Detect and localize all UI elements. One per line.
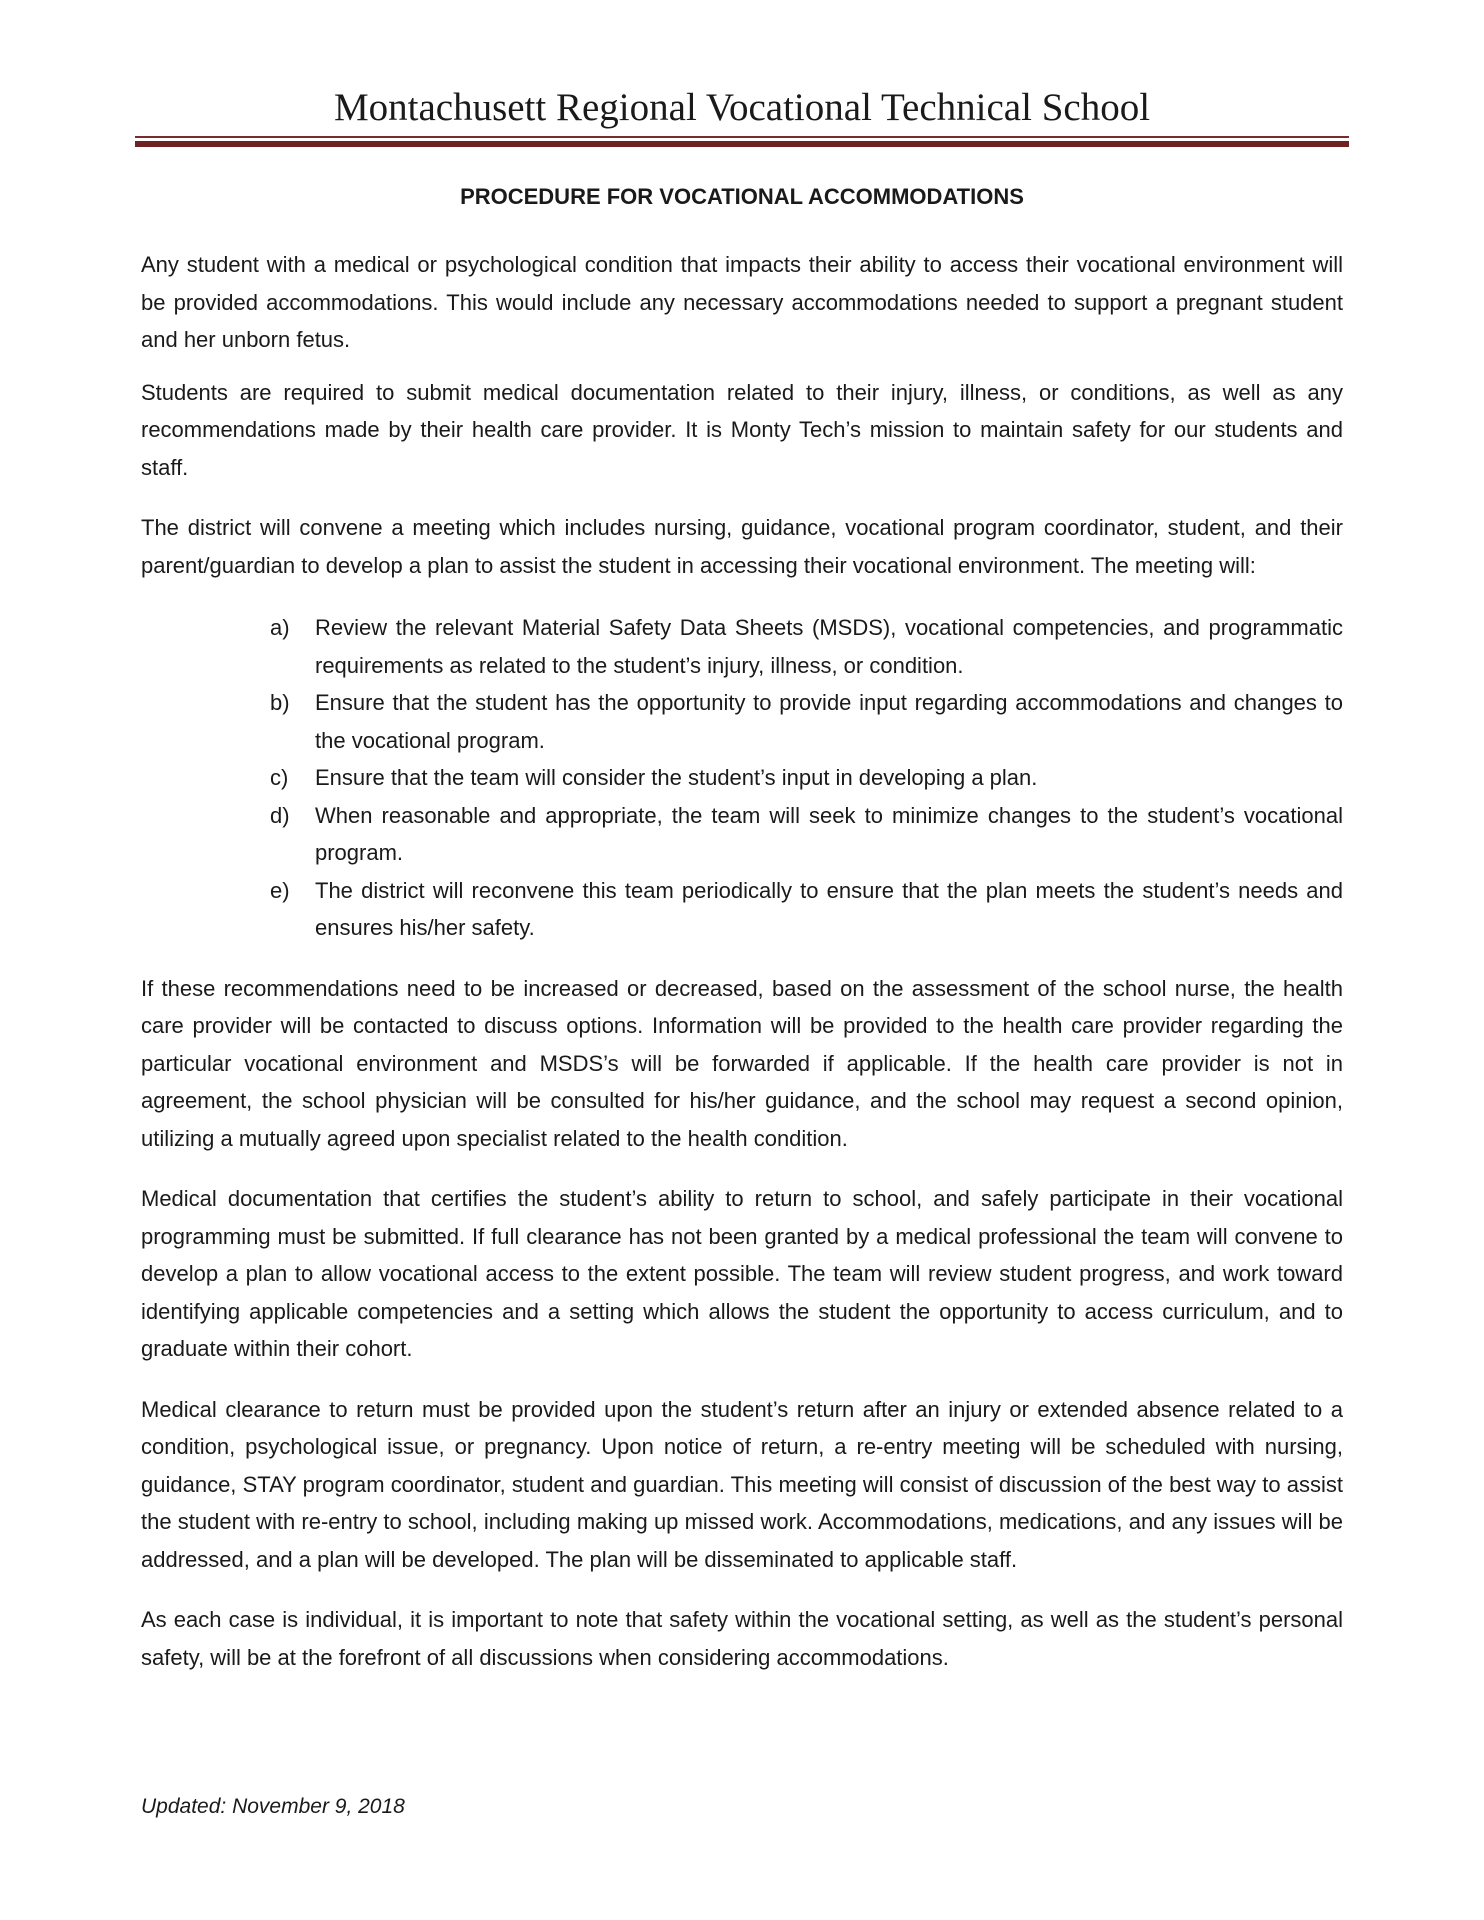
document-title: PROCEDURE FOR VOCATIONAL ACCOMMODATIONS [460,184,1024,209]
list-marker: c) [270,765,289,790]
list-marker: e) [270,877,290,903]
header-rule-thin [135,136,1349,138]
list-marker: a) [270,615,290,640]
paragraph: Any student with a medical or psychological condition that impacts their ability to access their vocational environment will be provided accommodations. This would include any necessary accommodations needed to support a pregnant student and her unborn fetus. [141,252,1343,352]
paragraph: Medical documentation that certifies the student’s ability to return to school, and safely participate in their vocational programming must be submitted. If full clearance has not been granted by a medical professional the team will convene to develop a plan to allow vocational access to the extent possible. The team will review student progress, and work toward identifying applicable competencies and a setting which allows the student the opportunity to access curriculum, and to graduate within their cohort. [141,1186,1343,1361]
header-rule-thick [135,141,1349,147]
document-body [141,246,1343,1676]
list-item-text: Ensure that the student has the opportunity to provide input regarding accommodations and changes to the vocational program. [315,690,1343,753]
list-marker: b) [270,690,290,715]
list-item [141,609,1343,684]
list-item [141,684,1343,759]
list-item-text: When reasonable and appropriate, the team will seek to minimize changes to the student’s vocational program. [315,802,1343,865]
paragraph: If these recommendations need to be increased or decreased, based on the assessment of the school nurse, the health care provider will be contacted to discuss options. Information will be provided to the health care provider regarding the particular vocational environment and MSDS’s will be forwarded if applicable. If the health care provider is not in agreement, the school physician will be consulted for his/her guidance, and the school may request a second opinion, utilizing a mutually agreed upon specialist related to the health condition. [141,975,1343,1151]
school-name: Montachusett Regional Vocational Technical School [333,86,1151,129]
list-item [141,797,1343,872]
paragraph: The district will convene a meeting which includes nursing, guidance, vocational program coordinator, student, and their parent/guardian to develop a plan to assist the student in accessing their vocational environment. The meeting will: [141,515,1343,578]
paragraph: Students are required to submit medical documentation related to their injury, illness, or conditions, as well as any recommendations made by their health care provider. It is Monty Tech’s mission to maintain safety for our students and staff. [141,379,1343,480]
paragraph: Medical clearance to return must be provided upon the student’s return after an injury or extended absence related to a condition, psychological issue, or pregnancy. Upon notice of return, a re-entry meeting will be scheduled with nursing, guidance, STAY program coordinator, student and guardian. This meeting will consist of discussion of the best way to assist the student with re-entry to school, including making up missed work. Accommodations, medications, and any issues will be addressed, and a plan will be developed. The plan will be disseminated to applicable staff. [141,1396,1343,1572]
list-marker: d) [270,802,290,828]
paragraph: As each case is individual, it is important to note that safety within the vocational setting, as well as the student’s personal safety, will be at the forefront of all discussions when considering accommodations. [141,1607,1343,1670]
list-item [141,872,1343,947]
updated-date: Updated: November 9, 2018 [141,1795,405,1818]
list-item-text: Review the relevant Material Safety Data Sheets (MSDS), vocational competencies, and programmatic requirements as related to the student’s injury, illness, or condition. [315,615,1343,678]
list-item-text: The district will reconvene this team periodically to ensure that the plan meets the student’s needs and ensures his/her safety. [315,877,1343,940]
list-item [141,759,1343,797]
meeting-steps-list [141,609,1343,947]
list-item-text: Ensure that the team will consider the student’s input in developing a plan. [315,765,1038,790]
